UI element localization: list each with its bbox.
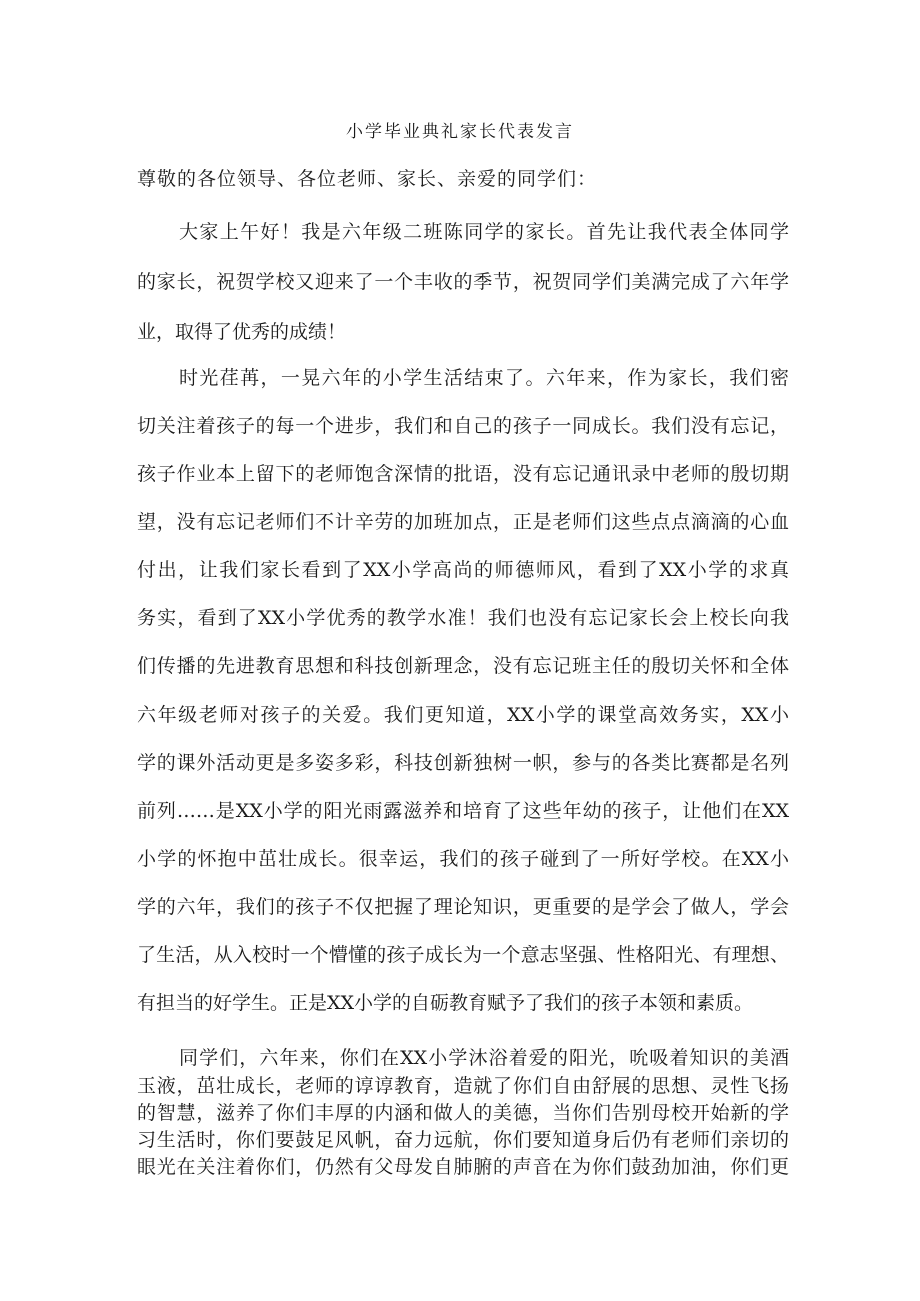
paragraph-2-line: 学的课外活动更是多姿多彩，科技创新独树一帜，参与的各类比赛都是名列 [137, 752, 789, 774]
paragraph-2-line: 六年级老师对孩子的关爱。我们更知道，XX小学的课堂高效务实，XX小 [137, 704, 789, 726]
paragraph-2-line: 了生活，从入校时一个懵懂的孩子成长为一个意志坚强、性格阳光、有理想、 [137, 944, 789, 966]
salutation: 尊敬的各位领导、各位老师、家长、亲爱的同学们： [137, 168, 598, 190]
paragraph-2-line: 时光荏苒，一晃六年的小学生活结束了。六年来，作为家长，我们密 [179, 367, 789, 389]
paragraph-2-line: 务实，看到了XX小学优秀的教学水准！我们也没有忘记家长会上校长向我 [137, 607, 789, 629]
paragraph-2-line: 小学的怀抱中茁壮成长。很幸运，我们的孩子碰到了一所好学校。在XX小 [137, 848, 789, 870]
paragraph-1-line: 大家上午好！我是六年级二班陈同学的家长。首先让我代表全体同学 [179, 221, 789, 243]
paragraph-2-line: 学的六年，我们的孩子不仅把握了理论知识，更重要的是学会了做人，学会 [137, 896, 789, 918]
paragraph-2-line: 切关注着孩子的每一个进步，我们和自己的孩子一同成长。我们没有忘记， [137, 415, 789, 437]
document-title: 小学毕业典礼家长代表发言 [346, 122, 574, 142]
paragraph-2-line: 孩子作业本上留下的老师饱含深情的批语，没有忘记通讯录中老师的殷切期 [137, 463, 789, 485]
paragraph-2-line: 望，没有忘记老师们不计辛劳的加班加点，正是老师们这些点点滴滴的心血 [137, 511, 789, 533]
paragraph-2-line: 付出，让我们家长看到了XX小学高尚的师德师风，看到了XX小学的求真 [137, 559, 789, 581]
paragraph-1-line: 的家长，祝贺学校又迎来了一个丰收的季节，祝贺同学们美满完成了六年学 [137, 271, 789, 293]
paragraph-1-line: 业，取得了优秀的成绩！ [137, 321, 347, 343]
paragraph-3-line: 眼光在关注着你们，仍然有父母发自肺腑的声音在为你们鼓劲加油，你们更 [137, 1156, 789, 1178]
paragraph-2-line: 们传播的先进教育思想和科技创新理念，没有忘记班主任的殷切关怀和全体 [137, 655, 789, 677]
paragraph-2-line: 有担当的好学生。正是XX小学的自砺教育赋予了我们的孩子本领和素质。 [137, 992, 754, 1014]
paragraph-2-line: 前列……是XX小学的阳光雨露滋养和培育了这些年幼的孩子，让他们在XX [137, 800, 789, 822]
paragraph-3-line: 的智慧，滋养了你们丰厚的内涵和做人的美德，当你们告别母校开始新的学 [137, 1102, 789, 1124]
paragraph-3-line: 玉液，茁壮成长，老师的谆谆教育，造就了你们自由舒展的思想、灵性飞扬 [137, 1075, 789, 1097]
paragraph-3-line: 同学们，六年来，你们在XX小学沐浴着爱的阳光，吮吸着知识的美酒 [179, 1047, 789, 1069]
paragraph-3-line: 习生活时，你们要鼓足风帆，奋力远航，你们要知道身后仍有老师们亲切的 [137, 1129, 789, 1151]
